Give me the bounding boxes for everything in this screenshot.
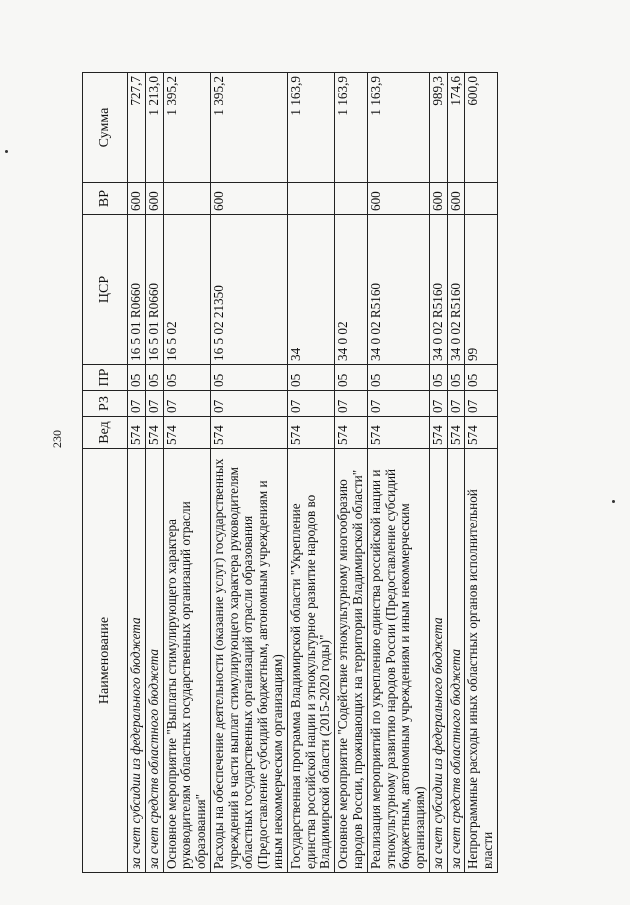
cell-pr: 05	[128, 365, 146, 391]
cell-pr: 05	[465, 365, 498, 391]
table-row	[210, 73, 287, 873]
cell-ved: 574	[287, 417, 334, 449]
cell-rz: 07	[465, 391, 498, 417]
cell-name: Непрограммные расходы иных областных органов исполнительной власти	[465, 449, 498, 873]
cell-ved: 574	[163, 417, 210, 449]
cell-sum: 727,7	[128, 73, 146, 183]
header-csr: ЦСР	[83, 215, 128, 365]
cell-pr: 05	[163, 365, 210, 391]
cell-pr: 05	[287, 365, 334, 391]
cell-sum: 1 213,0	[145, 73, 163, 183]
cell-name: за счет средств областного бюджета	[145, 449, 163, 873]
cell-csr: 99	[465, 215, 498, 365]
cell-ved: 574	[128, 417, 146, 449]
cell-vr: 600	[145, 183, 163, 215]
cell-rz: 07	[145, 391, 163, 417]
scan-speck	[5, 150, 8, 153]
header-rz: РЗ	[83, 391, 128, 417]
cell-rz: 07	[128, 391, 146, 417]
cell-ved: 574	[429, 417, 447, 449]
header-name: Наименование	[83, 449, 128, 873]
header-pr: ПР	[83, 365, 128, 391]
cell-vr: 600	[210, 183, 287, 215]
cell-ved: 574	[210, 417, 287, 449]
cell-csr: 34 0 02 R5160	[429, 215, 447, 365]
table-row	[128, 73, 146, 873]
cell-name: за счет средств областного бюджета	[447, 449, 465, 873]
cell-rz: 07	[447, 391, 465, 417]
header-ved: Вед	[83, 417, 128, 449]
table-header-row	[83, 73, 128, 873]
cell-sum: 174,6	[447, 73, 465, 183]
cell-pr: 05	[335, 365, 368, 391]
cell-name: Реализация мероприятий по укреплению единства российской нации и этнокультурному развитию народов России (Предоставление субсидий бюджетным, автономным учреждениям и иным некоммерческим организациям)	[367, 449, 429, 873]
cell-vr: 600	[128, 183, 146, 215]
rotated-budget-page	[82, 73, 596, 873]
cell-name: Государственная программа Владимирской области "Укрепление единства российской нации и этнокультурное развитие народов во Владимирской области (2015-2020 годы)"	[287, 449, 334, 873]
cell-csr: 16 5 01 R0660	[128, 215, 146, 365]
table-body	[128, 73, 498, 873]
cell-ved: 574	[367, 417, 429, 449]
cell-ved: 574	[335, 417, 368, 449]
cell-rz: 07	[287, 391, 334, 417]
cell-sum: 600,0	[465, 73, 498, 183]
cell-csr: 34 0 02	[335, 215, 368, 365]
cell-pr: 05	[210, 365, 287, 391]
cell-vr	[335, 183, 368, 215]
cell-sum: 1 163,9	[335, 73, 368, 183]
table-row	[429, 73, 447, 873]
cell-pr: 05	[367, 365, 429, 391]
cell-name: за счет субсидии из федерального бюджета	[128, 449, 146, 873]
scan-speck	[612, 500, 615, 503]
cell-ved: 574	[447, 417, 465, 449]
cell-sum: 989,3	[429, 73, 447, 183]
table-row	[447, 73, 465, 873]
cell-csr: 16 5 01 R0660	[145, 215, 163, 365]
cell-pr: 05	[145, 365, 163, 391]
table-row	[465, 73, 498, 873]
budget-table	[82, 72, 498, 873]
cell-vr	[287, 183, 334, 215]
cell-csr: 16 5 02	[163, 215, 210, 365]
cell-pr: 05	[429, 365, 447, 391]
cell-csr: 34	[287, 215, 334, 365]
cell-csr: 16 5 02 21350	[210, 215, 287, 365]
table-row	[163, 73, 210, 873]
cell-sum: 1 163,9	[367, 73, 429, 183]
cell-sum: 1 395,2	[163, 73, 210, 183]
cell-rz: 07	[335, 391, 368, 417]
cell-csr: 34 0 02 R5160	[367, 215, 429, 365]
table-row	[335, 73, 368, 873]
cell-sum: 1 395,2	[210, 73, 287, 183]
cell-name: Основное мероприятие "Выплаты стимулирующего характера руководителям областных государственных организаций отрасли образования"	[163, 449, 210, 873]
header-vr: ВР	[83, 183, 128, 215]
cell-rz: 07	[429, 391, 447, 417]
table-row	[367, 73, 429, 873]
cell-vr	[163, 183, 210, 215]
table-row	[287, 73, 334, 873]
cell-csr: 34 0 02 R5160	[447, 215, 465, 365]
cell-rz: 07	[210, 391, 287, 417]
cell-name: за счет субсидии из федерального бюджета	[429, 449, 447, 873]
header-sum: Сумма	[83, 73, 128, 183]
cell-ved: 574	[145, 417, 163, 449]
cell-pr: 05	[447, 365, 465, 391]
cell-vr: 600	[447, 183, 465, 215]
cell-vr	[465, 183, 498, 215]
cell-vr: 600	[367, 183, 429, 215]
table-row	[145, 73, 163, 873]
cell-name: Расходы на обеспечение деятельности (оказание услуг) государственных учреждений в части выплат стимулирующего характера руководителям областных государственных организаций отрасли образования (Предоставление субсидий бюджетным, автономным учреждениям и иным некоммерческим организациям)	[210, 449, 287, 873]
page-number: 230	[50, 430, 64, 448]
cell-rz: 07	[163, 391, 210, 417]
cell-sum: 1 163,9	[287, 73, 334, 183]
cell-vr: 600	[429, 183, 447, 215]
cell-rz: 07	[367, 391, 429, 417]
cell-name: Основное мероприятие "Содействие этнокультурному многообразию народов России, проживающих на территории Владимирской области"	[335, 449, 368, 873]
cell-ved: 574	[465, 417, 498, 449]
